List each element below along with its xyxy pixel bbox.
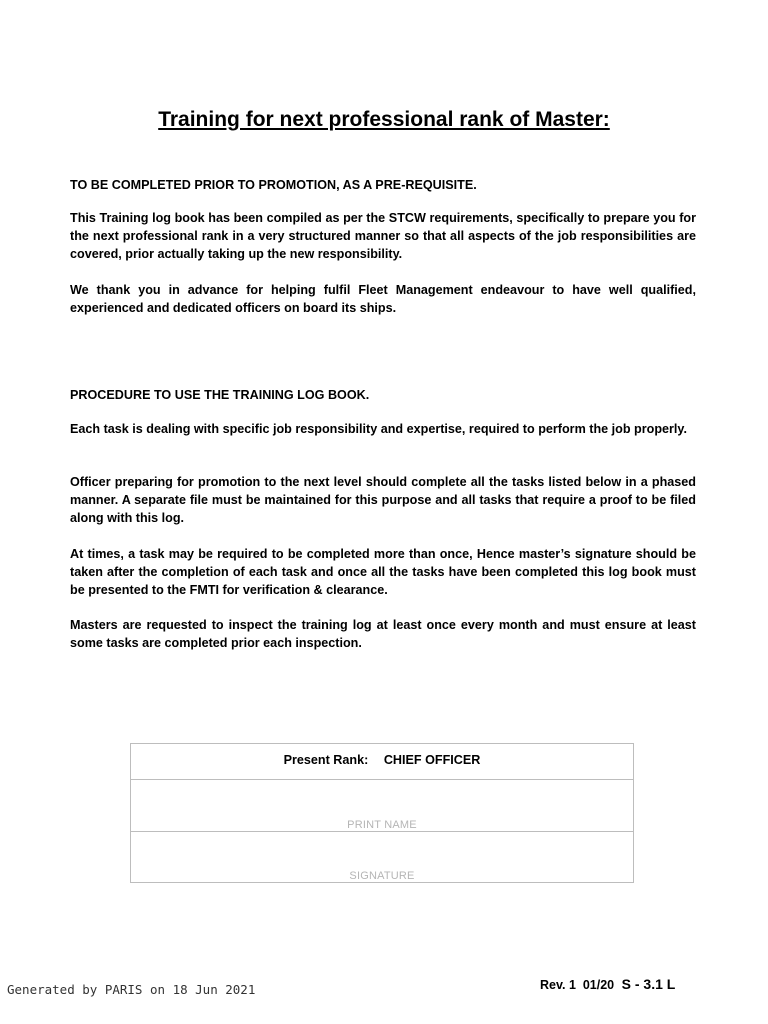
signature-hint: SIGNATURE: [349, 870, 415, 882]
procedure-paragraph-4: Masters are requested to inspect the training log at least once every month and must ensure at least some tasks are completed prior each inspection.: [70, 618, 696, 650]
rank-label: Present Rank:: [283, 753, 369, 767]
signature-field[interactable]: [131, 832, 633, 882]
procedure-paragraph-2: Officer preparing for promotion to the next level should complete all the tasks listed below in a phased manner. A separate file must be maintained for this purpose and all tasks that require a proof to be filed along with this log.: [70, 475, 696, 525]
page-title: Training for next professional rank of Master:: [158, 108, 610, 131]
rank-row: [131, 744, 633, 780]
revision-info: [540, 976, 675, 992]
company-logo-icon: [614, 28, 698, 90]
rank-table: [130, 743, 634, 883]
rank-value: CHIEF OFFICER: [383, 753, 481, 767]
procedure-heading: PROCEDURE TO USE THE TRAINING LOG BOOK.: [70, 388, 370, 402]
document-code: S - 3.1 L: [621, 976, 676, 992]
procedure-paragraph-1: Each task is dealing with specific job responsibility and expertise, required to perform the job properly.: [70, 422, 688, 436]
print-name-field[interactable]: [131, 779, 633, 832]
thanks-paragraph: We thank you in advance for helping fulfil Fleet Management endeavour to have well qualified, experienced and dedicated officers on board its ships.: [70, 283, 696, 315]
procedure-paragraph-3: At times, a task may be required to be completed more than once, Hence master’s signature should be taken after the completion of each task and once all the tasks have been completed this log book must be presented to the FMTI for verification & clearance.: [70, 547, 696, 597]
print-name-hint: PRINT NAME: [347, 819, 417, 831]
prerequisite-notice: TO BE COMPLETED PRIOR TO PROMOTION, AS A PRE-REQUISITE.: [70, 178, 477, 192]
revision-label: Rev. 1 01/20: [540, 978, 615, 992]
generated-note: Generated by PARIS on 18 Jun 2021: [7, 982, 256, 997]
intro-paragraph: This Training log book has been compiled as per the STCW requirements, specifically to prepare you for the next professional rank in a very structured manner so that all aspects of the job responsibilities are covered, prior actually taking up the new responsibility.: [70, 211, 696, 261]
